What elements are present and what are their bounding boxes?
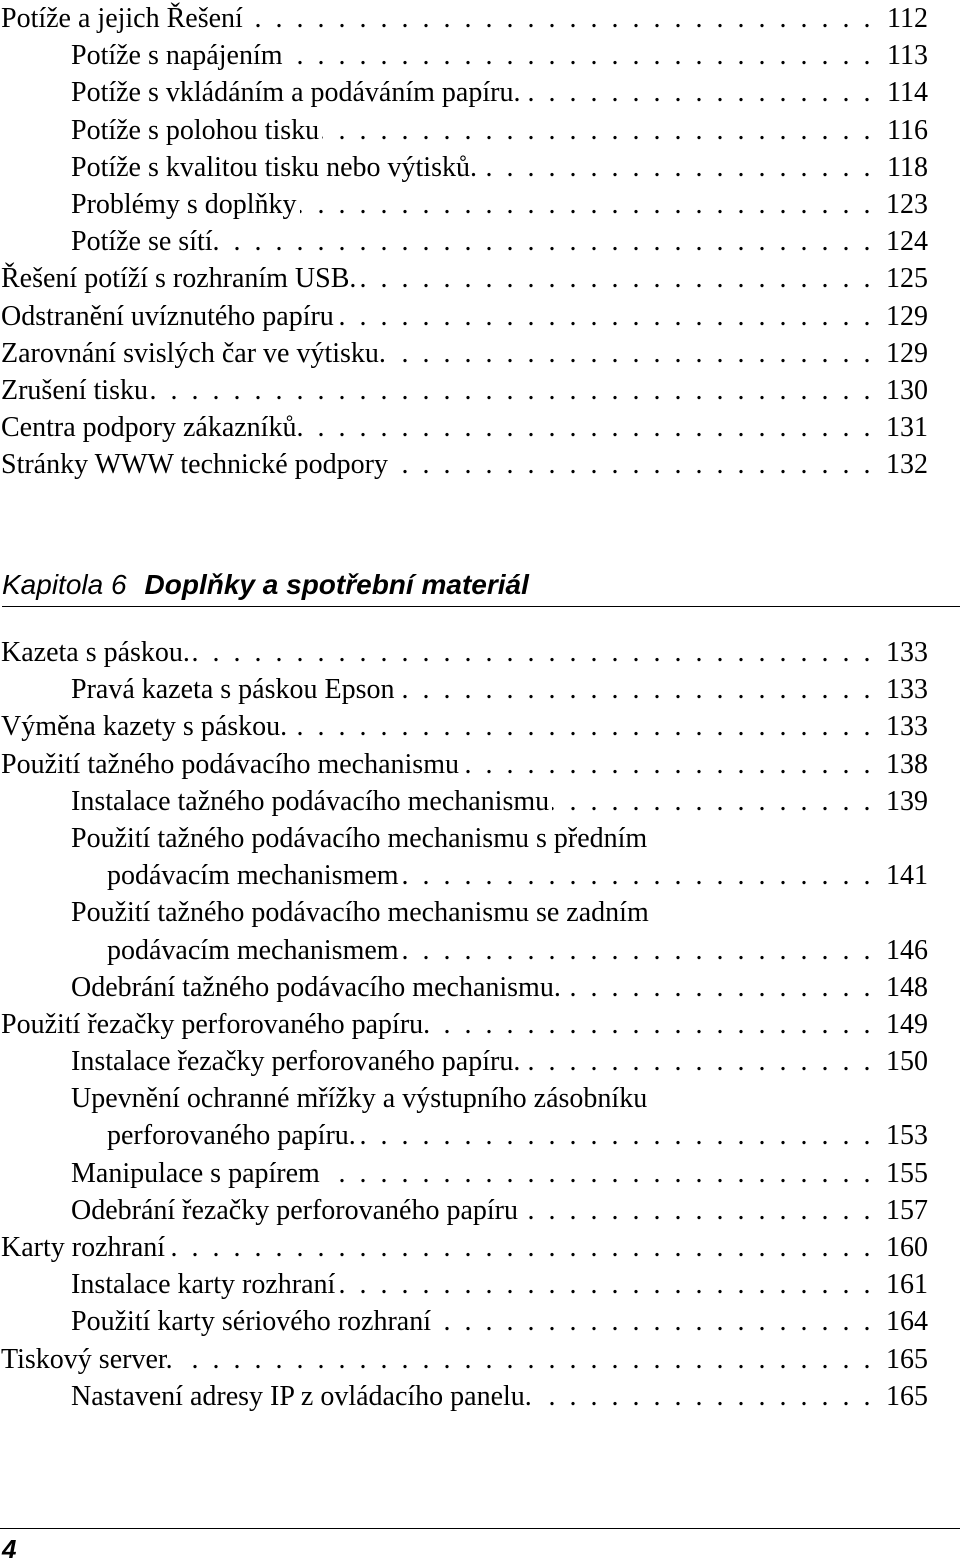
toc-entry[interactable] — [0, 372, 928, 409]
dot-leader — [306, 409, 874, 446]
toc-entry-title: Potíže s kvalitou tisku nebo výtisků. — [71, 151, 477, 183]
toc-entry-page: 160 — [886, 1232, 928, 1263]
toc-entry[interactable] — [0, 1117, 928, 1154]
toc-entry-title: Zarovnání svislých čar ve výtisku. — [1, 337, 386, 369]
toc-entry-page: 132 — [886, 449, 928, 481]
toc-section-troubleshooting — [0, 0, 928, 483]
toc-entry[interactable] — [0, 186, 928, 223]
toc-section-options — [0, 634, 928, 1415]
dot-leader — [223, 223, 874, 260]
dot-leader — [151, 372, 874, 409]
toc-entry-page: 150 — [886, 1046, 928, 1078]
toc-entry-page: 157 — [886, 1194, 928, 1226]
toc-entry[interactable] — [0, 932, 928, 969]
toc-entry-title: Instalace tažného podávacího mechanismu — [71, 785, 550, 817]
toc-entry[interactable] — [0, 1080, 928, 1117]
toc-entry-title: Centra podpory zákazníků. — [1, 412, 304, 444]
toc-entry-title: Odstranění uvíznutého papíru — [1, 300, 334, 332]
dot-leader — [402, 932, 874, 969]
dot-leader — [359, 260, 874, 297]
toc-entry-page: 165 — [886, 1380, 928, 1412]
dot-leader — [322, 112, 874, 149]
footer-rule — [0, 1528, 960, 1529]
dot-leader — [433, 1006, 874, 1043]
dot-leader — [168, 1229, 874, 1266]
dot-leader — [521, 1192, 874, 1229]
toc-entry-title: Použití karty sériového rozhraní — [71, 1306, 432, 1338]
toc-entry-page: 153 — [886, 1120, 928, 1152]
toc-entry[interactable] — [0, 409, 928, 446]
toc-entry[interactable] — [0, 634, 928, 671]
dot-leader — [480, 149, 874, 186]
toc-entry[interactable] — [0, 1378, 928, 1415]
toc-entry[interactable] — [0, 894, 928, 931]
dot-leader — [389, 335, 874, 372]
toc-entry[interactable] — [0, 1266, 928, 1303]
toc-entry-page: 131 — [886, 412, 928, 444]
toc-entry[interactable] — [0, 37, 928, 74]
toc-entry[interactable] — [0, 746, 928, 783]
toc-entry[interactable] — [0, 1341, 928, 1378]
toc-entry-title: Použití řezačky perforovaného papíru. — [1, 1008, 431, 1040]
toc-entry-title: podávacím mechanismem — [107, 934, 399, 966]
toc-entry-title: podávacím mechanismem — [107, 860, 399, 892]
toc-entry-page: 133 — [886, 711, 928, 743]
toc-entry-title: Odebrání řezačky perforovaného papíru — [71, 1194, 519, 1226]
toc-entry-title: Potíže s napájením — [71, 40, 283, 72]
toc-entry-page: 161 — [886, 1269, 928, 1301]
toc-entry-title: Potíže a jejich Řešení — [1, 3, 243, 34]
toc-entry-page: 139 — [886, 785, 928, 817]
toc-entry-page: 133 — [886, 637, 928, 668]
toc-entry[interactable] — [0, 446, 928, 483]
toc-entry-title: Odebrání tažného podávacího mechanismu. — [71, 971, 561, 1003]
toc-entry-page: 129 — [886, 337, 928, 369]
toc-entry[interactable] — [0, 1043, 928, 1080]
toc-entry[interactable] — [0, 298, 928, 335]
dot-leader — [338, 1266, 874, 1303]
toc-entry-title: Potíže s vkládáním a podáváním papíru. — [71, 77, 521, 109]
dot-leader — [564, 969, 874, 1006]
toc-entry-title: Řešení potíží s rozhraním USB. — [1, 263, 357, 295]
dot-leader — [246, 0, 874, 37]
dot-leader — [286, 37, 874, 74]
toc-entry-title: Stránky WWW technické podpory — [1, 449, 388, 481]
toc-entry-page: 155 — [886, 1157, 928, 1189]
dot-leader — [397, 671, 874, 708]
toc-entry-page: 116 — [887, 114, 928, 146]
toc-entry-page: 148 — [886, 971, 928, 1003]
toc-entry[interactable] — [0, 112, 928, 149]
toc-entry[interactable] — [0, 335, 928, 372]
toc-entry-title: Instalace řezačky perforovaného papíru. — [71, 1046, 521, 1078]
toc-entry-page: 124 — [886, 226, 928, 258]
dot-leader — [359, 1117, 874, 1154]
toc-entry[interactable] — [0, 671, 928, 708]
page-number: 4 — [2, 1534, 17, 1564]
toc-entry[interactable] — [0, 783, 928, 820]
toc-entry-page: 130 — [886, 374, 928, 406]
toc-entry-title: Potíže se sítí. — [71, 226, 220, 258]
toc-entry[interactable] — [0, 74, 928, 111]
toc-entry-title: Použití tažného podávacího mechanismu — [1, 748, 459, 780]
dot-leader — [290, 708, 874, 745]
dot-leader — [535, 1378, 874, 1415]
toc-entry-title: Výměna kazety s páskou. — [1, 711, 288, 743]
toc-entry[interactable] — [0, 969, 928, 1006]
toc-entry-title: perforovaného papíru. — [107, 1120, 356, 1152]
toc-entry-title: Manipulace s papírem — [71, 1157, 320, 1189]
dot-leader — [323, 1155, 874, 1192]
toc-entry[interactable] — [0, 1155, 928, 1192]
dot-leader — [391, 446, 874, 483]
toc-entry-page: 114 — [887, 77, 928, 109]
toc-entry-page: 164 — [886, 1306, 928, 1338]
dot-leader — [193, 634, 874, 671]
toc-entry[interactable] — [0, 820, 928, 857]
toc-entry-page: 112 — [887, 3, 928, 34]
toc-entry-title: Tiskový server. — [1, 1343, 173, 1375]
toc-entry-page: 138 — [886, 748, 928, 780]
toc-entry-title: Instalace karty rozhraní — [71, 1269, 336, 1301]
toc-entry-title: Pravá kazeta s páskou Epson — [71, 674, 395, 706]
toc-entry-title: Upevnění ochranné mřížky a výstupního zásobníku — [71, 1083, 648, 1115]
toc-entry[interactable] — [0, 0, 928, 37]
toc-entry-page: 165 — [886, 1343, 928, 1375]
dot-leader — [523, 74, 874, 111]
dot-leader — [176, 1341, 874, 1378]
toc-entry-page: 125 — [886, 263, 928, 295]
toc-entry-title: Problémy s doplňky — [71, 188, 297, 220]
toc-entry[interactable] — [0, 223, 928, 260]
toc-entry[interactable] — [0, 1229, 928, 1266]
chapter-label: Kapitola 6 — [2, 569, 127, 600]
toc-entry-page: 113 — [887, 40, 928, 72]
toc-entry-title: Potíže s polohou tisku — [71, 114, 320, 146]
toc-entry[interactable] — [0, 1006, 928, 1043]
dot-leader — [552, 783, 874, 820]
dot-leader — [402, 857, 874, 894]
dot-leader — [300, 186, 874, 223]
toc-entry-title: Kazeta s páskou. — [1, 637, 190, 668]
toc-entry-title: Použití tažného podávacího mechanismu se zadním — [71, 897, 649, 929]
chapter-heading — [2, 566, 960, 607]
toc-entry-title: Použití tažného podávacího mechanismu s předním — [71, 822, 648, 854]
toc-entry[interactable] — [0, 1303, 928, 1340]
toc-entry-page: 123 — [886, 188, 928, 220]
toc-entry-page: 146 — [886, 934, 928, 966]
chapter-title: Doplňky a spotřební materiál — [144, 569, 529, 600]
toc-entry-page: 141 — [886, 860, 928, 892]
toc-entry-page: 133 — [886, 674, 928, 706]
toc-entry[interactable] — [0, 708, 928, 745]
dot-leader — [337, 298, 874, 335]
toc-entry-page: 149 — [886, 1008, 928, 1040]
dot-leader — [462, 746, 874, 783]
toc-entry[interactable] — [0, 149, 928, 186]
toc-entry-title: Karty rozhraní — [1, 1232, 166, 1263]
toc-entry-page: 118 — [887, 151, 928, 183]
toc-entry[interactable] — [0, 260, 928, 297]
dot-leader — [434, 1303, 874, 1340]
toc-entry-title: Nastavení adresy IP z ovládacího panelu. — [71, 1380, 532, 1412]
toc-entry[interactable] — [0, 1192, 928, 1229]
toc-entry-title: Zrušení tisku — [1, 374, 148, 406]
toc-entry[interactable] — [0, 857, 928, 894]
toc-entry-page: 129 — [886, 300, 928, 332]
dot-leader — [523, 1043, 874, 1080]
